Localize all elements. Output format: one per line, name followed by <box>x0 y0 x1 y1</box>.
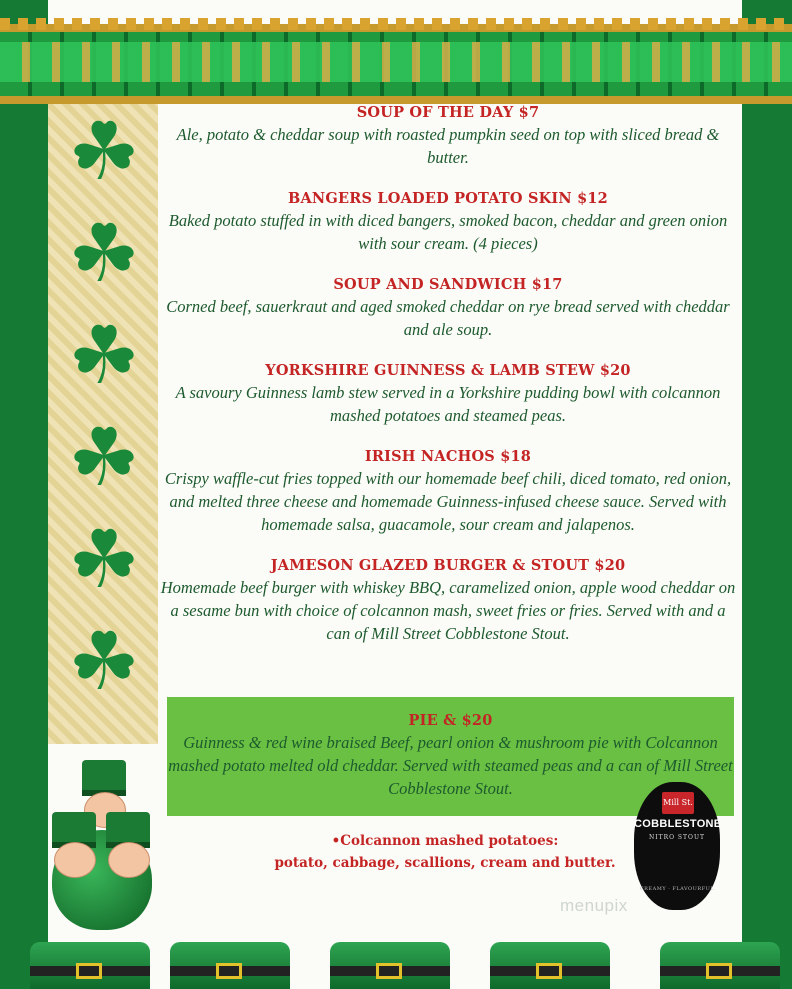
watermark: menupix <box>560 896 628 915</box>
badge-name: COBBLESTONE <box>634 818 722 830</box>
badge-brand: Mill St. <box>662 792 694 814</box>
jeweled-border <box>0 24 792 104</box>
featured-item-description: Guinness & red wine braised Beef, pearl onion & mushroom pie with Colcannon mashed potato melted old cheddar. Served with steamed peas and a can of Mill Street Cobblestone Stout. <box>168 733 733 798</box>
shamrock-icon: ☘ <box>68 309 140 402</box>
featured-item-title: PIE & $20 <box>408 712 493 729</box>
shamrock-icon: ☘ <box>68 105 140 198</box>
leprechaun-hat-icon <box>660 942 780 989</box>
menu-item-description: Corned beef, sauerkraut and aged smoked cheddar on rye bread served with cheddar and ale soup. <box>166 297 730 339</box>
menu-item <box>160 275 736 341</box>
stout-can-icon <box>634 782 720 910</box>
note-line: •Colcannon mashed potatoes: <box>331 833 559 849</box>
menu-item-title: YORKSHIRE GUINNESS & LAMB STEW $20 <box>265 362 631 379</box>
menu-item <box>160 447 736 536</box>
leprechaun-hat-icon <box>490 942 610 989</box>
colcannon-note <box>250 830 640 874</box>
menu-item-title: SOUP OF THE DAY $7 <box>356 104 540 121</box>
menu-list <box>160 103 736 665</box>
menu-item-title: IRISH NACHOS $18 <box>364 448 532 465</box>
shamrock-icon: ☘ <box>68 411 140 504</box>
badge-footer: CREAMY · FLAVOURFUL <box>639 886 715 892</box>
bottom-hats <box>0 930 792 989</box>
shamrock-icon: ☘ <box>68 513 140 606</box>
menu-item-title: JAMESON GLAZED BURGER & STOUT $20 <box>270 557 626 574</box>
menu-item <box>160 361 736 427</box>
note-line: potato, cabbage, scallions, cream and butter. <box>274 855 616 871</box>
menu-item-description: Crispy waffle-cut fries topped with our homemade beef chili, diced tomato, red onion, and melted three cheese and homemade Guinness-infused cheese sauce. Served with homemade salsa, guacamole, sour cream and jalapenos. <box>164 469 732 534</box>
menu-item-title: BANGERS LOADED POTATO SKIN $12 <box>288 190 608 207</box>
shamrock-side-panel <box>48 104 158 744</box>
menu-item-description: Homemade beef burger with whiskey BBQ, caramelized onion, apple wood cheddar on a sesame bun with choice of colcannon mash, sweet fries or fries. Served with and a can of Mill Street Cobblestone Stout. <box>160 578 736 643</box>
menu-item <box>160 556 736 645</box>
leprechaun-icon <box>108 842 150 878</box>
left-green-stripe <box>0 0 48 989</box>
badge-subtitle: NITRO STOUT <box>648 834 706 841</box>
menu-item-description: Ale, potato & cheddar soup with roasted pumpkin seed on top with sliced bread & butter. <box>176 125 720 167</box>
leprechaun-pot-of-gold <box>48 760 158 930</box>
leprechaun-hat-icon <box>30 942 150 989</box>
menu-item-description: Baked potato stuffed in with diced bangers, smoked bacon, cheddar and green onion with sour cream. (4 pieces) <box>168 211 728 253</box>
leprechaun-hat-icon <box>82 760 126 796</box>
leprechaun-icon <box>54 842 96 878</box>
menu-item <box>160 103 736 169</box>
shamrock-icon: ☘ <box>68 207 140 300</box>
shamrock-icon: ☘ <box>68 615 140 708</box>
leprechaun-hat-icon <box>330 942 450 989</box>
leprechaun-hat-icon <box>170 942 290 989</box>
menu-item-title: SOUP AND SANDWICH $17 <box>333 276 563 293</box>
menu-item-description: A savoury Guinness lamb stew served in a Yorkshire pudding bowl with colcannon mashed potatoes and steamed peas. <box>175 383 721 425</box>
right-green-stripe <box>742 0 792 989</box>
menu-item <box>160 189 736 255</box>
